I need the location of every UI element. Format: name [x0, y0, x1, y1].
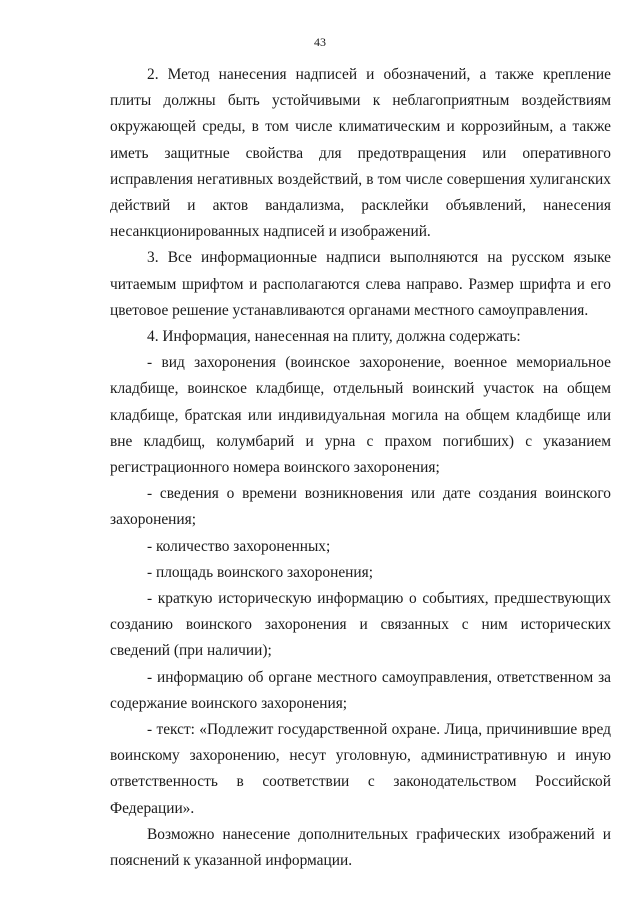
paragraph-language: 3. Все информационные надписи выполняются на русском языке читаемым шрифтом и располагаются слева направо. Размер шрифта и его цветовое решение устанавливаются органами местного самоуправления.	[110, 249, 611, 319]
paragraph-info-intro: 4. Информация, нанесенная на плиту, должна содержать:	[147, 328, 521, 346]
list-item-burial-type: - вид захоронения (воинское захоронение, военное мемориальное кладбище, воинское кладбище, отдельный воинский участок на общем кладбище, братская или индивидуальная могила на общем кладбище или вне кладбищ, колумбарий и урна с прахом погибших) с указанием регистрационного номера воинского захоронения;	[110, 354, 611, 477]
list-item-area: - площадь воинского захоронения;	[147, 563, 373, 581]
body-text	[110, 62, 611, 874]
list-item-count: - количество захороненных;	[147, 537, 331, 555]
list-item-history: - краткую историческую информацию о событиях, предшествующих созданию воинского захоронения и связанных с ним исторических сведений (при наличии);	[110, 590, 611, 660]
list-item-authority: - информацию об органе местного самоуправления, ответственном за содержание воинского захоронения;	[110, 668, 611, 712]
list-item-creation-date: - сведения о времени возникновения или дате создания воинского захоронения;	[110, 485, 611, 529]
paragraph-additional: Возможно нанесение дополнительных графических изображений и пояснений к указанной информации.	[110, 825, 611, 870]
paragraph-method: 2. Метод нанесения надписей и обозначений, а также крепление плиты должны быть устойчивыми к неблагоприятным воздействиям окружающей среды, в том числе климатическим и коррозийным, а также иметь защитные свойства для предотвращения или оперативного исправления негативных воздействий, в том числе совершения хулиганских действий и актов вандализма, расклейки объявлений, нанесения несанкционированных надписей и изображений.	[110, 66, 611, 241]
list-item-protection-text: - текст: «Подлежит государственной охране. Лица, причинившие вред воинскому захоронению, несут уголовную, административную и иную ответственность в соответствии с законодательством Российской Федерации».	[110, 721, 611, 817]
page-number: 43	[314, 35, 326, 49]
